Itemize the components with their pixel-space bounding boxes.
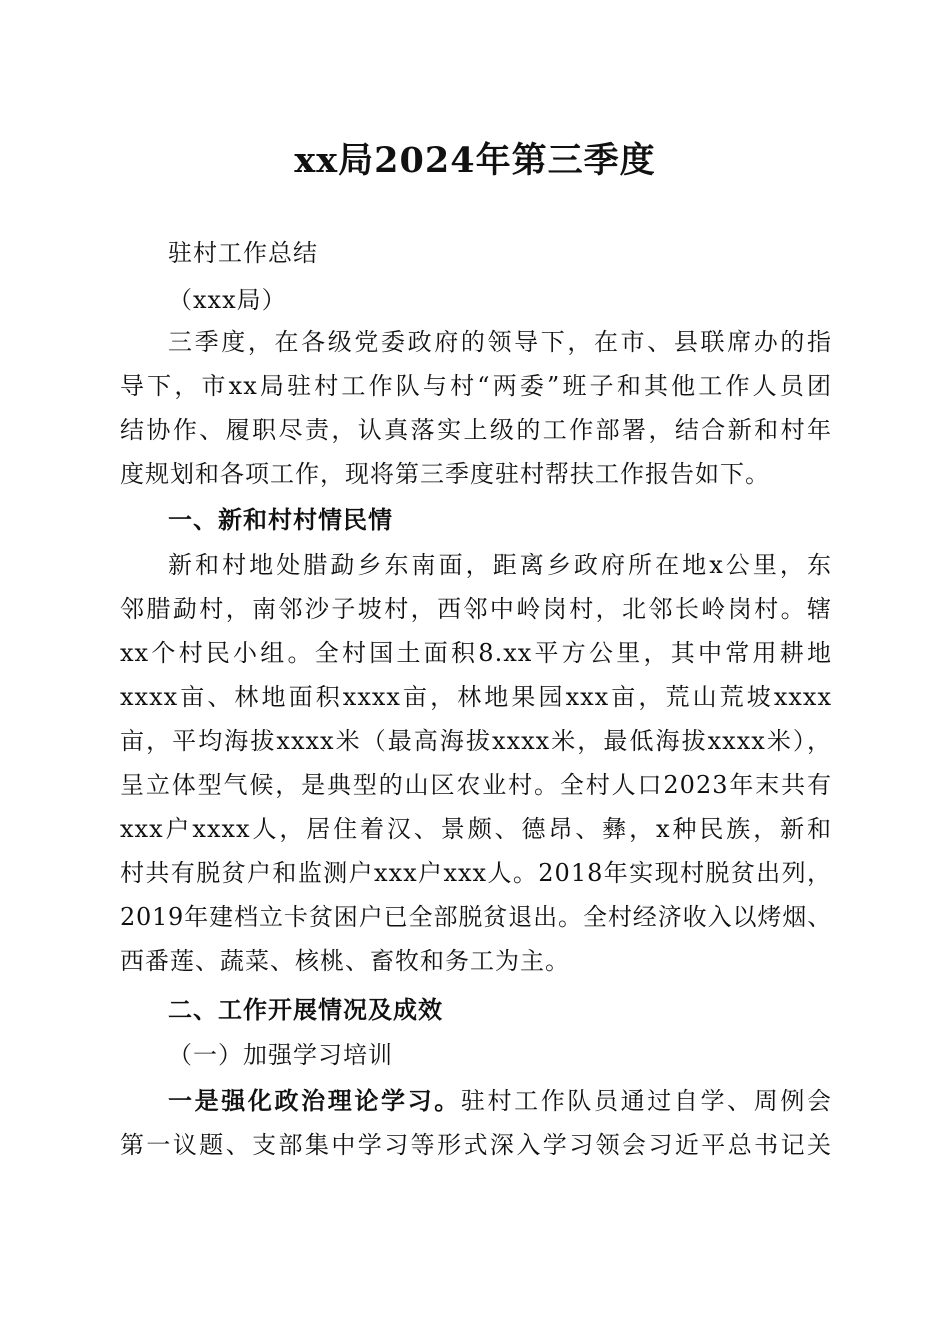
intro-line: 导下，市xx局驻村工作队与村“两委”班子和其他工作人员团 — [120, 372, 832, 400]
intro-line: 结协作、履职尽责，认真落实上级的工作部署，结合新和村年 — [120, 416, 832, 444]
paragraph-line — [168, 1085, 832, 1117]
paragraph-line: 西番莲、蔬菜、核桃、畜牧和务工为主。 — [120, 947, 570, 975]
paragraph-lead: 一是强化政治理论学习。 — [168, 1086, 461, 1115]
section-heading: 二、工作开展情况及成效 — [168, 996, 443, 1024]
paragraph-line: 呈立体型气候，是典型的山区农业村。全村人口2023年末共有 — [120, 771, 832, 799]
paragraph-line: xxx户xxxx人，居住着汉、景颇、德昂、彝，x种民族，新和 — [120, 815, 832, 843]
paragraph-line: 2019年建档立卡贫困户已全部脱贫退出。全村经济收入以烤烟、 — [120, 903, 832, 931]
paragraph-line: 村共有脱贫户和监测户xxx户xxx人。2018年实现村脱贫出列， — [120, 859, 832, 887]
document-title: xx局2024年第三季度 — [294, 140, 656, 181]
paragraph-line: 亩，平均海拔xxxx米（最高海拔xxxx米，最低海拔xxxx米）， — [120, 727, 832, 755]
paragraph-line: xx个村民小组。全村国土面积8.xx平方公里，其中常用耕地 — [120, 639, 832, 667]
paragraph-line: xxxx亩、林地面积xxxx亩，林地果园xxx亩，荒山荒坡xxxx — [120, 683, 832, 711]
section-heading: 一、新和村村情民情 — [168, 506, 393, 534]
paragraph-line: 第一议题、支部集中学习等形式深入学习领会习近平总书记关 — [120, 1131, 832, 1159]
document-org: （xxx局） — [168, 286, 287, 314]
subsection-heading: （一）加强学习培训 — [168, 1041, 393, 1069]
paragraph-line: 新和村地处腊勐乡东南面，距离乡政府所在地x公里，东 — [168, 551, 832, 579]
paragraph-text: 驻村工作队员通过自学、周例会 — [460, 1087, 832, 1115]
document-subtitle: 驻村工作总结 — [168, 239, 318, 267]
intro-line: 度规划和各项工作，现将第三季度驻村帮扶工作报告如下。 — [120, 460, 770, 488]
intro-line: 三季度，在各级党委政府的领导下，在市、县联席办的指 — [168, 328, 832, 356]
paragraph-line: 邻腊勐村，南邻沙子坡村，西邻中岭岗村，北邻长岭岗村。辖 — [120, 595, 832, 623]
